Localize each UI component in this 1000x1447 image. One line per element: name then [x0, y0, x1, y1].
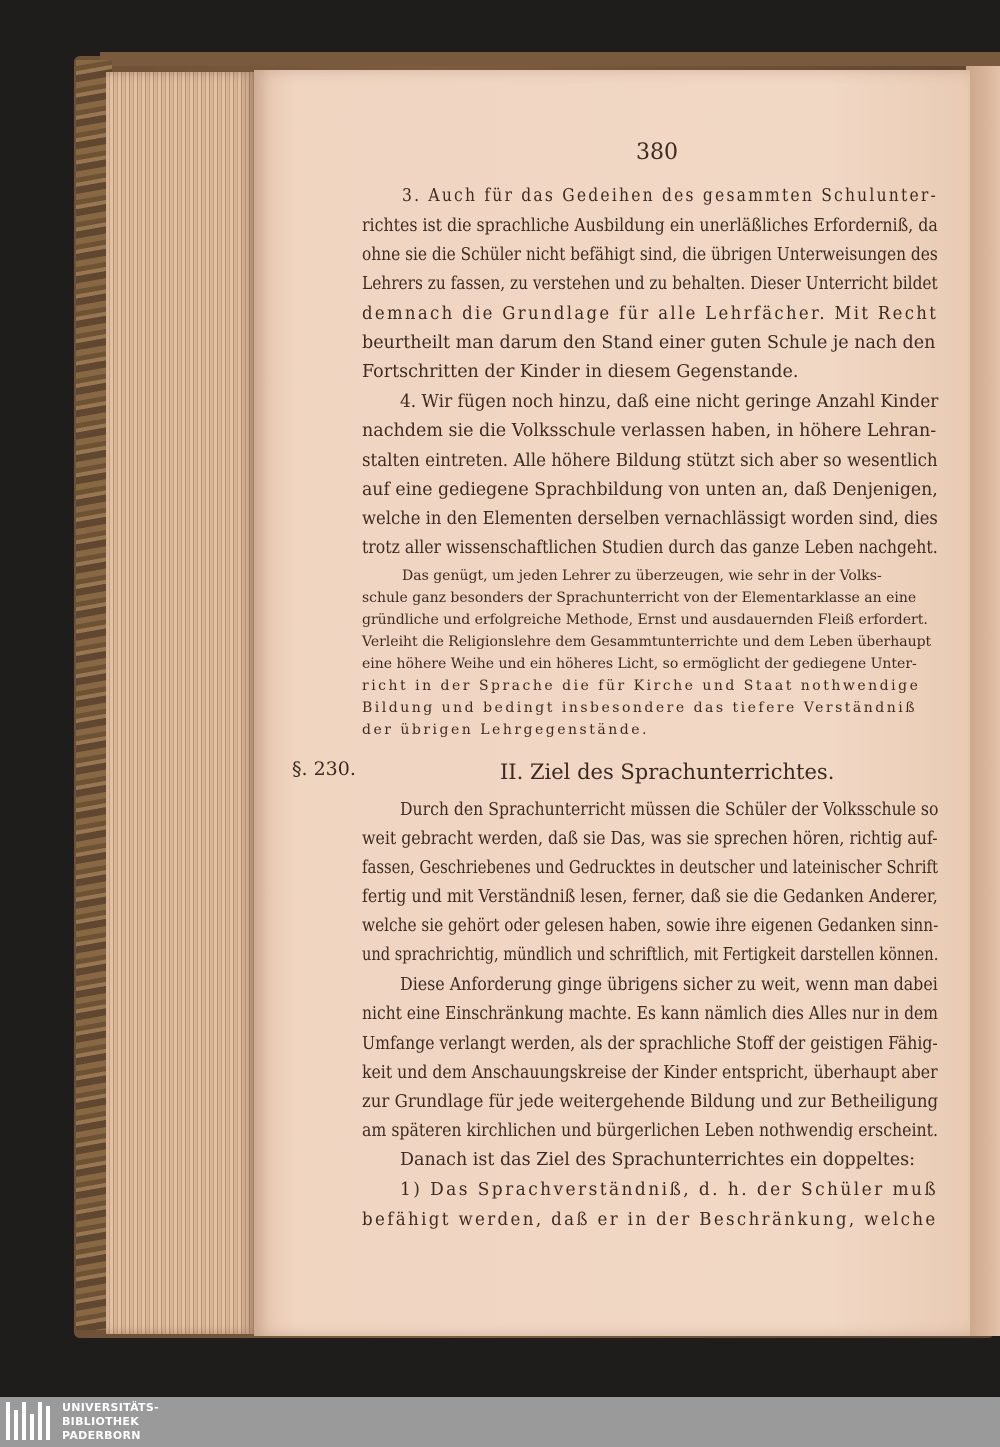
- text-line: keit und dem Anschauungskreise der Kinder entspricht, überhaupt aber: [362, 1063, 938, 1083]
- text-line: nicht eine Einschränkung machte. Es kann nämlich dies Alles nur in dem: [362, 1004, 938, 1024]
- text-line: Umfange verlangt werden, als der sprachliche Stoff der geistigen Fähig-: [362, 1034, 938, 1054]
- facing-page-edge: [966, 66, 1000, 1336]
- text-line: demnach die Grundlage für alle Lehrfächer. Mit Recht: [362, 304, 939, 324]
- text-line: welche in den Elementen derselben vernachlässigt worden sind, dies: [362, 509, 938, 529]
- text-line: Durch den Sprachunterricht müssen die Schüler der Volksschule so: [400, 800, 939, 820]
- text-line: nachdem sie die Volksschule verlassen haben, in höhere Lehran-: [362, 421, 937, 441]
- text-line: welche sie gehört oder gelesen haben, sowie ihre eigenen Gedanken sinn-: [362, 916, 939, 936]
- text-line: und sprachrichtig, mündlich und schriftlich, mit Fertigkeit darstellen können.: [362, 945, 939, 965]
- library-name-line: PADERBORN: [62, 1429, 141, 1442]
- text-line: auf eine gediegene Sprachbildung von unten an, daß Denjenigen,: [362, 480, 938, 500]
- text-line: beurtheilt man darum den Stand einer guten Schule je nach den: [362, 333, 936, 353]
- page-number: 380: [636, 140, 678, 165]
- text-line: am späteren kirchlichen und bürgerlichen Leben nothwendig erscheint.: [362, 1121, 939, 1141]
- text-line: richtes ist die sprachliche Ausbildung ein unerläßliches Erforderniß, da: [362, 216, 938, 236]
- text-line: fertig und mit Verständniß lesen, ferner, daß sie die Gedanken Anderer,: [362, 887, 938, 907]
- text-line: trotz aller wissenschaftlichen Studien durch das ganze Leben nachgeht.: [362, 538, 938, 558]
- page-edges: [106, 72, 254, 1334]
- library-logo-icon: [6, 1402, 56, 1442]
- text-line: Danach ist das Ziel des Sprachunterrichtes ein doppeltes:: [400, 1150, 916, 1170]
- text-line: 4. Wir fügen noch hinzu, daß eine nicht geringe Anzahl Kinder: [400, 392, 939, 412]
- text-line: ohne sie die Schüler nicht befähigt sind, die übrigen Unterweisungen des: [362, 245, 938, 265]
- note-line: schule ganz besonders der Sprachunterricht von der Elementarklasse an eine: [362, 590, 917, 606]
- text-line: weit gebracht werden, daß sie Das, was sie sprechen hören, richtig auf-: [362, 829, 938, 849]
- book-cover-top: [100, 52, 1000, 66]
- note-line: richt in der Sprache die für Kirche und Staat nothwendige: [362, 678, 921, 694]
- library-name-line: UNIVERSITÄTS-: [62, 1401, 159, 1414]
- note-line: Verleiht die Religionslehre dem Gesammtunterrichte und dem Leben überhaupt: [362, 634, 932, 650]
- note-line: der übrigen Lehrgegenstände.: [362, 722, 649, 738]
- library-name-line: BIBLIOTHEK: [62, 1415, 140, 1428]
- note-line: gründliche und erfolgreiche Methode, Ernst und ausdauernden Fleiß erfordert.: [362, 612, 928, 628]
- text-line: Lehrers zu fassen, zu verstehen und zu behalten. Dieser Unterricht bildet: [362, 274, 938, 294]
- text-line: 3. Auch für das Gedeihen des gesammten Schulunter-: [402, 186, 938, 206]
- note-line: Bildung und bedingt insbesondere das tiefere Verständniß: [362, 700, 918, 716]
- note-line: Das genügt, um jeden Lehrer zu überzeugen, wie sehr in der Volks-: [402, 568, 882, 584]
- library-footer-bar: [0, 1397, 1000, 1447]
- text-line: zur Grundlage für jede weitergehende Bildung und zur Betheiligung: [362, 1092, 939, 1112]
- note-line: eine höhere Weihe und ein höheres Licht, so ermöglicht der gediegene Unter-: [362, 656, 917, 672]
- section-number: §. 230.: [292, 758, 356, 780]
- text-line: befähigt werden, daß er in der Beschränkung, welche: [362, 1210, 938, 1230]
- text-line: 1) Das Sprachverständniß, d. h. der Schüler muß: [400, 1180, 939, 1200]
- text-line: fassen, Geschriebenes und Gedrucktes in deutscher und lateinischer Schrift: [362, 858, 938, 878]
- text-line: Fortschritten der Kinder in diesem Gegenstande.: [362, 362, 799, 382]
- text-line: stalten eintreten. Alle höhere Bildung stützt sich aber so wesentlich: [362, 451, 938, 471]
- text-line: Diese Anforderung ginge übrigens sicher zu weit, wenn man dabei: [400, 975, 938, 995]
- section-heading: II. Ziel des Sprachunterrichtes.: [500, 760, 835, 784]
